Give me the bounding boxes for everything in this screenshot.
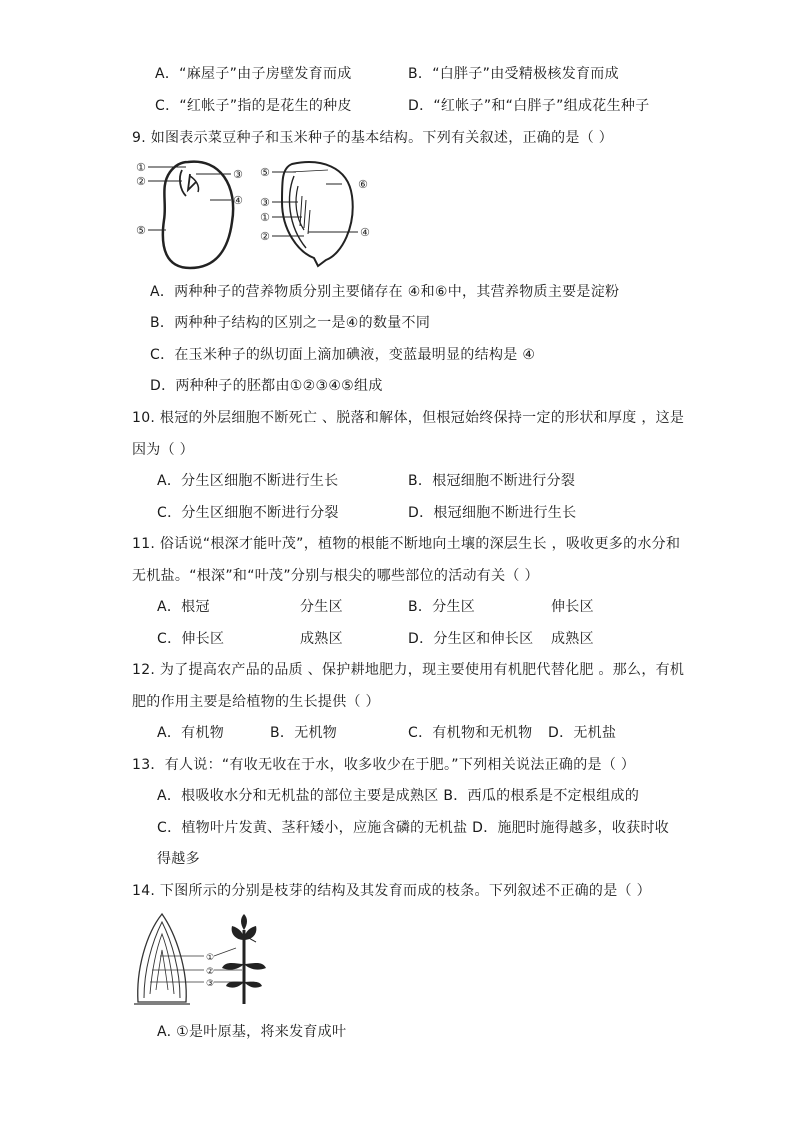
q8-option-c: C．“红帐子”指的是花生的种皮: [155, 98, 352, 114]
branch-diagram: [222, 914, 266, 1004]
bean-seed-diagram: [163, 162, 233, 268]
bud-label-3: ③: [206, 979, 215, 989]
q12-option-c: C．有机物和无机物: [408, 725, 533, 741]
corn-label-4: ④: [360, 226, 370, 239]
corn-seed-diagram: [282, 162, 353, 266]
q13-options-line2: C．植物叶片发黄、茎秆矮小，应施含磷的无机盐 D．施肥时施得越多，收获时收: [157, 820, 670, 836]
q10-option-d: D．根冠细胞不断进行生长: [408, 505, 577, 521]
q9-stem: 9. 如图表示菜豆种子和玉米种子的基本结构。下列有关叙述，正确的是（ ）: [132, 130, 614, 146]
q11-option-b-part2: 伸长区: [551, 599, 594, 615]
q12-option-d: D．无机盐: [548, 725, 617, 741]
q10-stem-line2: 因为（ ）: [132, 442, 194, 458]
corn-label-6: ⑥: [358, 178, 368, 191]
bud-label-2: ②: [206, 967, 215, 977]
bean-label-4: ④: [233, 194, 243, 207]
q10-option-b: B．根冠细胞不断进行分裂: [408, 473, 576, 489]
q12-stem-line2: 肥的作用主要是给植物的生长提供（ ）: [132, 694, 380, 710]
q9-option-b: B．两种种子结构的区别之一是④的数量不同: [150, 315, 431, 331]
q12-option-b: B．无机物: [270, 725, 338, 741]
q11-option-a-part1: A．根冠: [157, 599, 210, 615]
q9-seed-figure: [130, 156, 380, 272]
q13-stem: 13．有人说：“有收无收在于水，收多收少在于肥。”下列相关说法正确的是（ ）: [132, 757, 636, 773]
q9-option-c: C．在玉米种子的纵切面上滴加碘液，变蓝最明显的结构是 ④: [150, 347, 536, 363]
q11-option-c-part1: C．伸长区: [157, 631, 225, 647]
q9-option-a: A．两种种子的营养物质分别主要储存在 ④和⑥中，其营养物质主要是淀粉: [150, 284, 620, 300]
q12-option-a: A．有机物: [157, 725, 225, 741]
bean-label-1: ①: [136, 161, 146, 174]
q11-option-d-part1: D．分生区和伸长区: [408, 631, 534, 647]
corn-label-1: ①: [260, 211, 270, 224]
q12-stem-line1: 12. 为了提高农产品的品质 、保护耕地肥力，现主要使用有机肥代替化肥 。那么，有机: [132, 662, 685, 678]
corn-label-5: ⑤: [260, 166, 270, 179]
q9-option-d: D．两种种子的胚都由①②③④⑤组成: [150, 378, 383, 394]
q11-stem-line2: 无机盐。“根深”和“叶茂”分别与根尖的哪些部位的活动有关（ ）: [132, 568, 539, 584]
q14-option-a: A. ①是叶原基，将来发育成叶: [157, 1024, 347, 1040]
corn-label-3: ③: [260, 196, 270, 209]
bean-label-3: ③: [233, 168, 243, 181]
q11-option-b-part1: B．分生区: [408, 599, 476, 615]
q11-stem-line1: 11. 俗话说“根深才能叶茂”，植物的根能不断地向土壤的深层生长 ，吸收更多的水分和: [132, 536, 681, 552]
q11-option-a-part2: 分生区: [300, 599, 343, 615]
bean-label-2: ②: [136, 175, 146, 188]
q11-option-c-part2: 成熟区: [300, 631, 343, 647]
q8-option-d: D．“红帐子”和“白胖子”组成花生种子: [408, 98, 650, 114]
q11-option-d-part2: 成熟区: [551, 631, 594, 647]
q13-options-line3: 得越多: [157, 851, 200, 867]
q10-option-a: A．分生区细胞不断进行生长: [157, 473, 339, 489]
q14-bud-branch-figure: [132, 910, 272, 1006]
q10-stem-line1: 10. 根冠的外层细胞不断死亡 、脱落和解体，但根冠始终保持一定的形状和厚度 ，这是: [132, 410, 685, 426]
q8-option-a: A．“麻屋子”由子房壁发育而成: [155, 66, 352, 82]
corn-label-2: ②: [260, 230, 270, 243]
q10-option-c: C．分生区细胞不断进行分裂: [157, 505, 339, 521]
bean-label-5: ⑤: [136, 224, 146, 237]
q14-stem: 14. 下图所示的分别是枝芽的结构及其发育而成的枝条。下列叙述不正确的是（ ）: [132, 883, 651, 899]
leaf-bud-diagram: [134, 914, 190, 1004]
bud-label-1: ①: [206, 953, 215, 963]
q8-option-b: B．“白胖子”由受精极核发育而成: [408, 66, 619, 82]
q13-options-line1: A．根吸收水分和无机盐的部位主要是成熟区 B．西瓜的根系是不定根组成的: [157, 788, 640, 804]
